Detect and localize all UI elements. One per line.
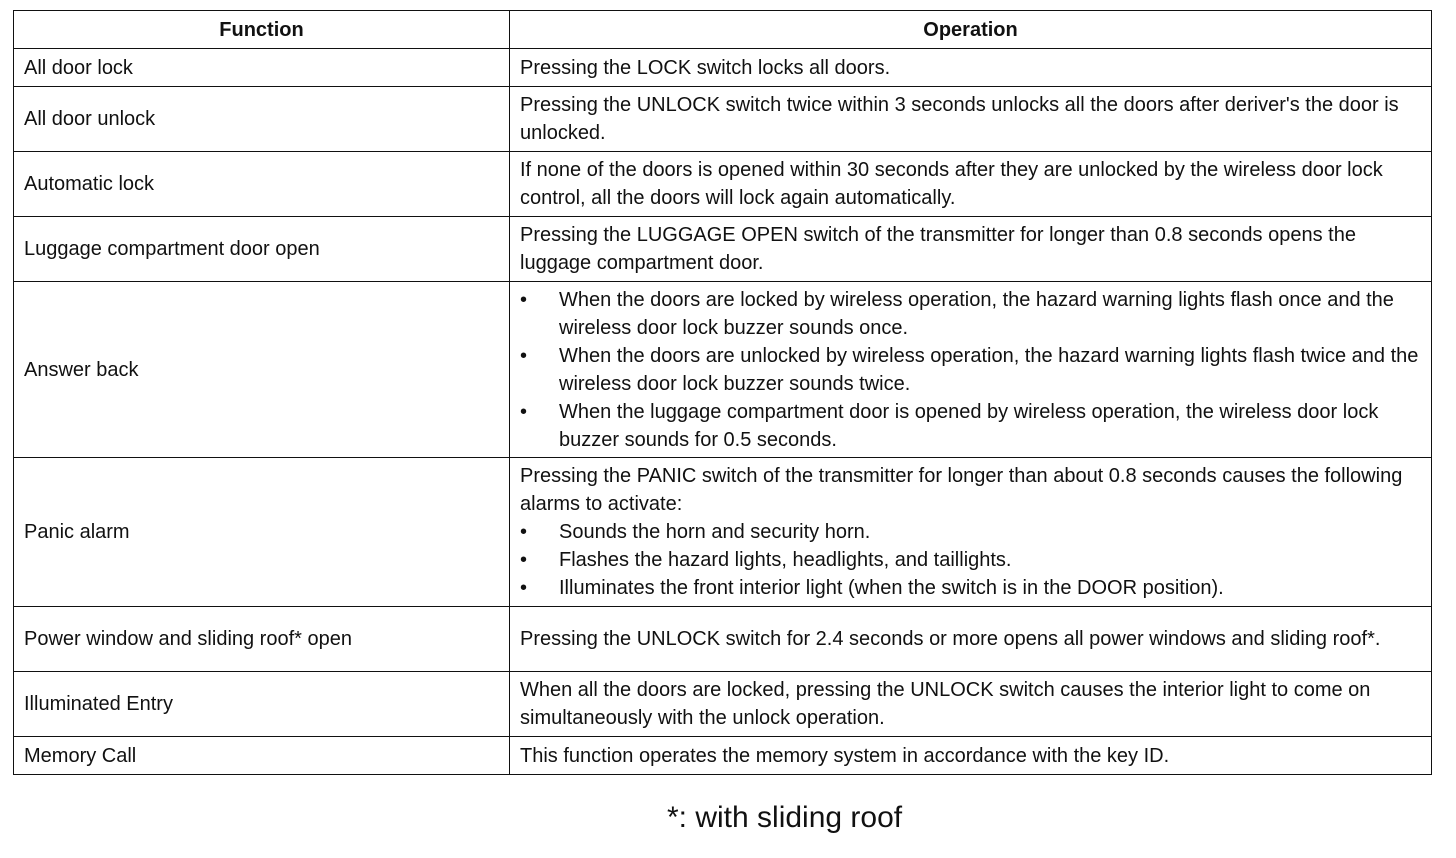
table-row bbox=[14, 672, 1432, 737]
table-row bbox=[14, 607, 1432, 672]
operation-intro: Pressing the PANIC switch of the transmitter for longer than about 0.8 seconds causes the following alarms to activate: bbox=[520, 465, 1403, 515]
function-cell: Power window and sliding roof* open bbox=[14, 607, 510, 672]
function-table bbox=[13, 10, 1432, 775]
function-cell: Answer back bbox=[14, 282, 510, 458]
table-row bbox=[14, 217, 1432, 282]
bullet-item: • Flashes the hazard lights, headlights, and taillights. bbox=[520, 546, 1421, 574]
function-cell: Illuminated Entry bbox=[14, 672, 510, 737]
operation-cell: Pressing the LOCK switch locks all doors. bbox=[510, 49, 1432, 87]
table-row bbox=[14, 49, 1432, 87]
operation-cell: This function operates the memory system in accordance with the key ID. bbox=[510, 737, 1432, 775]
function-cell: All door lock bbox=[14, 49, 510, 87]
function-cell: Panic alarm bbox=[14, 458, 510, 607]
operation-cell: Pressing the UNLOCK switch twice within 3 seconds unlocks all the doors after deriver's the door is unlocked. bbox=[510, 87, 1432, 152]
bullet-list bbox=[520, 518, 1421, 602]
bullet-item: • When the doors are locked by wireless operation, the hazard warning lights flash once and the wireless door lock buzzer sounds once. bbox=[520, 286, 1421, 342]
bullet-list bbox=[520, 286, 1421, 454]
bullet-item: • Sounds the horn and security horn. bbox=[520, 518, 1421, 546]
bullet-item: • Illuminates the front interior light (when the switch is in the DOOR position). bbox=[520, 574, 1421, 602]
operation-cell: When all the doors are locked, pressing the UNLOCK switch causes the interior light to come on simultaneously with the unlock operation. bbox=[510, 672, 1432, 737]
footnote: *: with sliding roof bbox=[667, 801, 903, 834]
bullet-item: • When the doors are unlocked by wireless operation, the hazard warning lights flash twice and the wireless door lock buzzer sounds twice. bbox=[520, 342, 1421, 398]
operation-cell: If none of the doors is opened within 30 seconds after they are unlocked by the wireless door lock control, all the doors will lock again automatically. bbox=[510, 152, 1432, 217]
table-row bbox=[14, 87, 1432, 152]
operation-cell bbox=[510, 458, 1432, 607]
function-cell: Luggage compartment door open bbox=[14, 217, 510, 282]
table-header-row bbox=[14, 11, 1432, 49]
table-row bbox=[14, 458, 1432, 607]
table-row bbox=[14, 282, 1432, 458]
operation-cell bbox=[510, 282, 1432, 458]
function-cell: Memory Call bbox=[14, 737, 510, 775]
table-row bbox=[14, 152, 1432, 217]
table-row bbox=[14, 737, 1432, 775]
operation-cell: Pressing the LUGGAGE OPEN switch of the transmitter for longer than 0.8 seconds opens the luggage compartment door. bbox=[510, 217, 1432, 282]
header-function: Function bbox=[14, 11, 510, 49]
header-operation: Operation bbox=[510, 11, 1432, 49]
operation-cell: Pressing the UNLOCK switch for 2.4 seconds or more opens all power windows and sliding roof*. bbox=[510, 607, 1432, 672]
bullet-item: • When the luggage compartment door is opened by wireless operation, the wireless door lock buzzer sounds for 0.5 seconds. bbox=[520, 398, 1421, 454]
function-cell: Automatic lock bbox=[14, 152, 510, 217]
function-cell: All door unlock bbox=[14, 87, 510, 152]
